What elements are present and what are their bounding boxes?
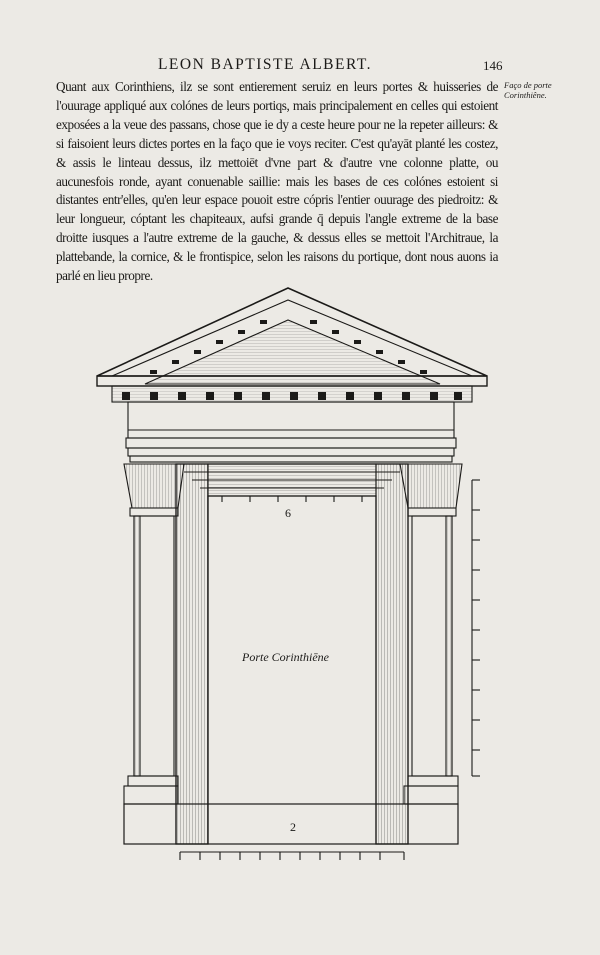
figure-label-top: 6 (285, 506, 291, 520)
door-drawing (0, 280, 600, 880)
margin-note: Faço de porte Corinthiêne. (504, 80, 552, 100)
body-paragraph (56, 78, 498, 286)
figure-label-bottom: 2 (290, 820, 296, 834)
running-title: LEON BAPTISTE ALBERT. (157, 56, 373, 73)
corinthian-door-illustration (0, 280, 600, 880)
page-header (0, 56, 600, 76)
paragraph-text: Quant aux Corinthiens, ilz se sont entierement seruiz en leurs portes & huisseries de l'ouurage appliqué aux colónes de leurs portiqs, mais principalement en celles qui estoient exposées a la veue des passans, chose que ie dy a ceste heure pour ne la repeter ailleurs: & si faisoient leurs dictes portes en la faço que ie voys reciter. C'est qu'ayāt planté les costez, & assis le linteau dessus, ilz mettoiēt d'vne part & d'autre vne colonne platte, ou aucunesfois ronde, ayant conuenable saillie: mais les bases de ces colónes estoient si distantes entr'elles, qu'en leur espace pouoit estre cópris l'entier ouurage des piedroitz: & leur longueur, cóptant les chapiteaux, aufsi grande q̄ depuis l'angle extreme de la base droitte iusques a l'autre extreme de la gauche, & dessus elles se mettoit l'Architraue, la plattebande, la cornice, & le frontispice, selon les raisons du portique, dont nous auons ia parlé en lieu propre. (56, 79, 498, 284)
page-number: 146 (483, 58, 503, 73)
figure-caption: Porte Corinthiēne (242, 650, 329, 664)
